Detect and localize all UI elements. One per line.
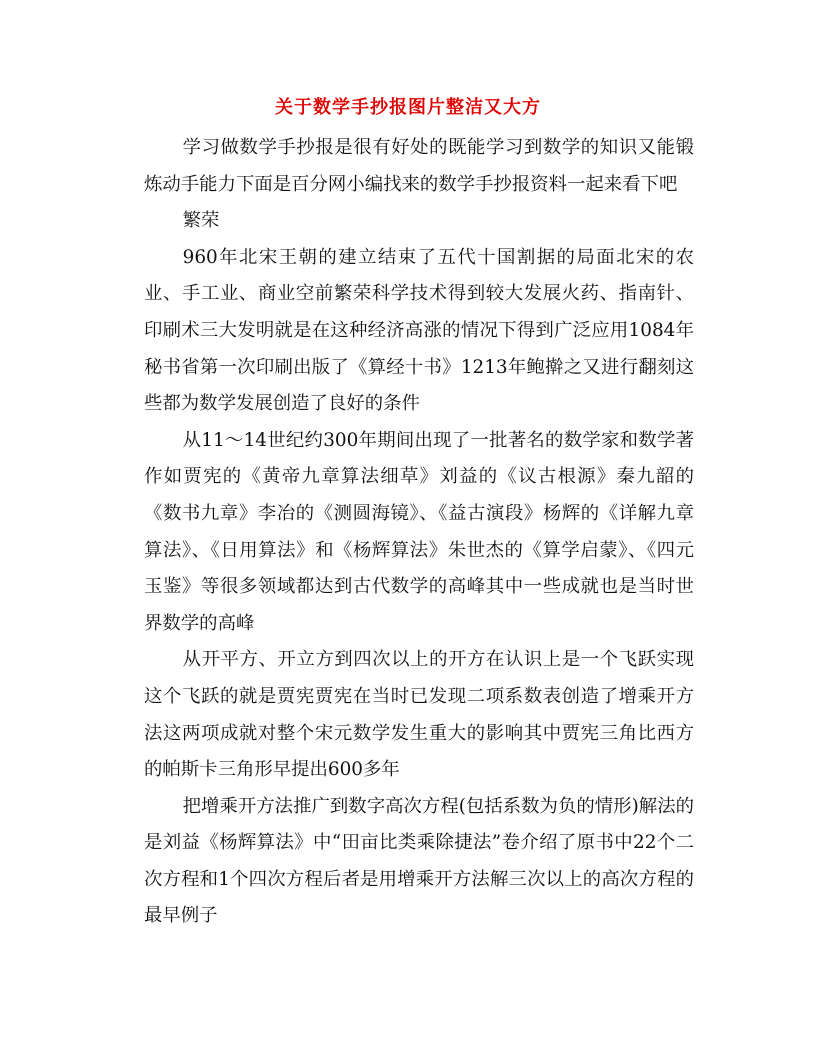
section-heading-fanrong: 繁荣 — [182, 210, 220, 232]
northern-song-paragraph: 960年北宋王朝的建立结束了五代十国割据的局面北宋的农业、手工业、商业空前繁荣科学技术得到较大发展火药、指南针、印刷术三大发明就是在这种经济高涨的情况下得到广泛应用1084年秘书省第一次印刷出版了《算经十书》1213年鲍擀之又进行翻刻这些都为数学发展创造了良好的条件 — [144, 246, 694, 415]
jiaxian-paragraph: 从开平方、开立方到四次以上的开方在认识上是一个飞跃实现这个飞跃的就是贾宪贾宪在当时已发现二项系数表创造了增乘开方法这两项成就对整个宋元数学发生重大的影响其中贾宪三角比西方的帕斯卡三角形早提出600多年 — [144, 649, 694, 781]
intro-paragraph: 学习做数学手抄报是很有好处的既能学习到数学的知识又能锻炼动手能力下面是百分网小编找来的数学手抄报资料一起来看下吧 — [144, 137, 694, 195]
document-body — [144, 130, 694, 935]
mathematicians-paragraph: 从11～14世纪约300年期间出现了一批著名的数学家和数学著作如贾宪的《黄帝九章算法细草》刘益的《议古根源》秦九韶的《数书九章》李冶的《测圆海镜》、《益古演段》杨辉的《详解九章算法》、《日用算法》和《杨辉算法》朱世杰的《算学启蒙》、《四元玉鉴》等很多领域都达到古代数学的高峰其中一些成就也是当时世界数学的高峰 — [144, 429, 694, 634]
liuyi-paragraph: 把增乘开方法推广到数字高次方程(包括系数为负的情形)解法的是刘益《杨辉算法》中“田亩比类乘除捷法”卷介绍了原书中22个二次方程和1个四次方程后者是用增乘开方法解三次以上的高次方程的最早例子 — [144, 795, 694, 927]
document-title: 关于数学手抄报图片整洁又大方 — [275, 97, 541, 118]
